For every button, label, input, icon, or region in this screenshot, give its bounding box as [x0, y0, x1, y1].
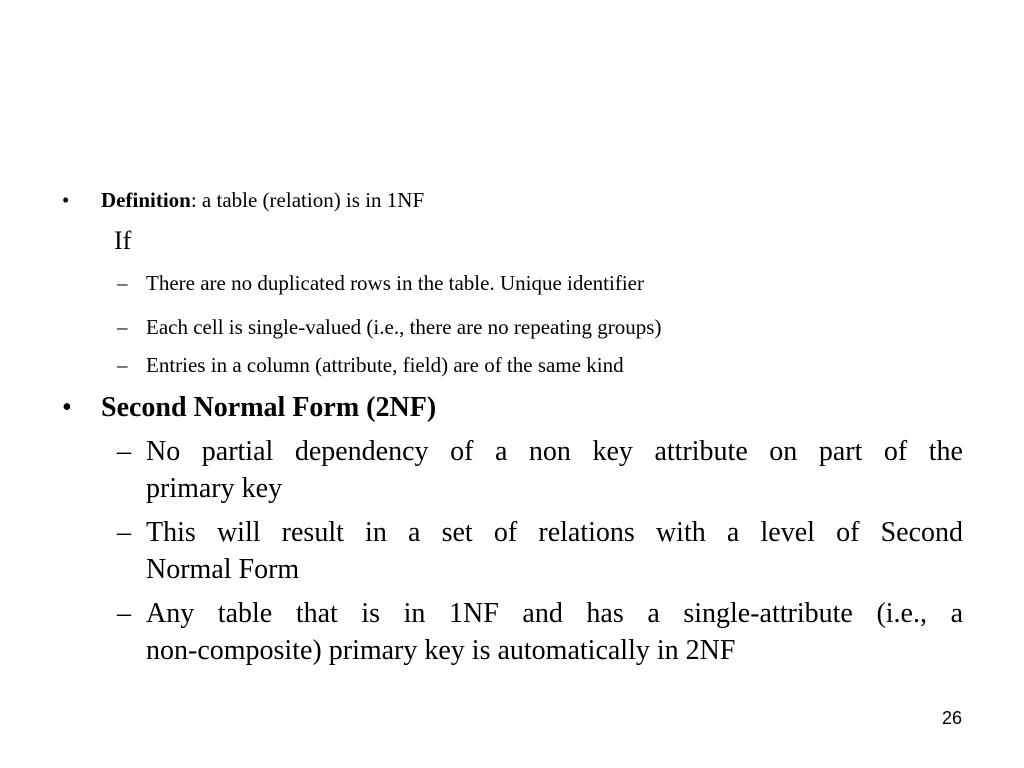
- list-item-line: primary key: [146, 473, 283, 504]
- list-item-line: This will result in a set of relations with a level of Second: [146, 517, 963, 548]
- list-item-line: non-composite) primary key is automatically in 2NF: [146, 635, 736, 666]
- section-heading: Second Normal Form (2NF): [101, 392, 437, 423]
- list-item-line: Normal Form: [146, 554, 300, 585]
- list-item-line: No partial dependency of a non key attribute on part of the: [146, 436, 963, 467]
- bullet-icon: •: [62, 188, 70, 212]
- definition-item: Entries in a column (attribute, field) are of the same kind: [146, 353, 624, 377]
- bullet-icon: •: [62, 392, 72, 423]
- definition-item: There are no duplicated rows in the table. Unique identifier: [146, 271, 644, 295]
- definition-term: Definition: [101, 188, 191, 212]
- dash-icon: –: [117, 315, 128, 339]
- dash-icon: –: [117, 598, 131, 629]
- list-item-line: Any table that is in 1NF and has a single-attribute (i.e., a: [146, 598, 963, 629]
- dash-icon: –: [117, 517, 131, 548]
- definition-item: Each cell is single-valued (i.e., there are no repeating groups): [146, 315, 662, 339]
- definition-text: : a table (relation) is in 1NF: [190, 188, 425, 212]
- if-label: If: [114, 226, 132, 255]
- dash-icon: –: [117, 353, 128, 377]
- definition-line: [101, 188, 424, 213]
- dash-icon: –: [117, 436, 131, 467]
- dash-icon: –: [117, 271, 128, 295]
- page-number: 26: [941, 708, 962, 728]
